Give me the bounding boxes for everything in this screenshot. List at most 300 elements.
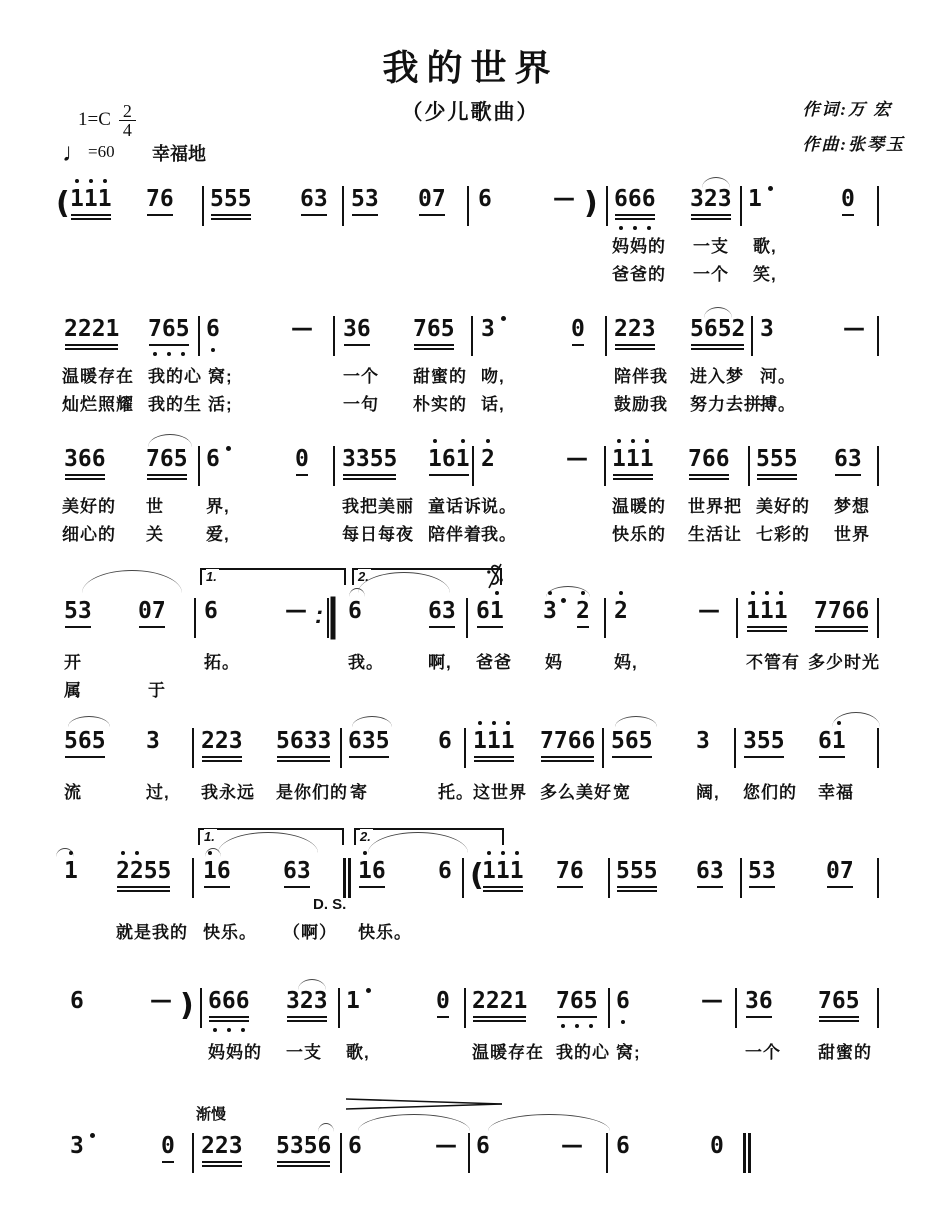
note-token: 111 (746, 598, 788, 624)
lyric-text: 灿烂照耀 (62, 395, 134, 414)
high-octave-dot (121, 851, 125, 855)
high-octave-dot (433, 439, 437, 443)
note-token: 765 (818, 988, 860, 1014)
note-token: 76 (146, 186, 174, 212)
high-octave-dot (751, 591, 755, 595)
barline (462, 858, 464, 898)
lyric-text: 不管有 (746, 653, 800, 672)
note-token: 53 (351, 186, 379, 212)
note-token: 6 (478, 186, 492, 212)
parenthesis: ( (56, 186, 70, 221)
lyric-text: 河。 (760, 367, 796, 386)
note-token: 61 (818, 728, 846, 754)
note-token: 565 (611, 728, 653, 754)
note-token: 1 (64, 858, 78, 884)
song-subtitle: （少儿歌曲） (401, 101, 540, 124)
barline (192, 728, 194, 768)
high-octave-dot (765, 591, 769, 595)
barline (751, 316, 753, 356)
lyricist-credit: 作词:万 宏 (802, 100, 893, 119)
lyric-text: 这世界 (473, 783, 527, 802)
dash-note: — (435, 1133, 457, 1158)
lyric-text: 世 (146, 497, 164, 516)
barline (467, 186, 469, 226)
barline (342, 186, 344, 226)
slur-arc (358, 1114, 470, 1131)
low-octave-dot (575, 1024, 579, 1028)
lyric-text: 童话诉 (428, 497, 482, 516)
note-token: 223 (201, 1133, 243, 1159)
lyric-text: 我的生 (148, 395, 202, 414)
note-token: 666 (208, 988, 250, 1014)
barline (606, 186, 608, 226)
meter-numerator: 2 (119, 102, 136, 121)
slur-arc (702, 177, 730, 188)
lyric-text: 生活让 (688, 525, 742, 544)
lyric-text: 美好的 (62, 497, 116, 516)
dash-note: — (285, 598, 307, 623)
barline (606, 1133, 608, 1173)
high-octave-dot (478, 721, 482, 725)
barline (602, 728, 604, 768)
dash-note: — (291, 316, 313, 341)
barline (340, 1133, 342, 1173)
barline (333, 446, 335, 486)
segno-icon (486, 562, 504, 590)
note-token: 565 (64, 728, 106, 754)
note-token: 3 (760, 316, 774, 342)
lyric-text: 是你们的 (276, 783, 348, 802)
high-octave-dot (75, 179, 79, 183)
augmentation-dot (226, 446, 231, 451)
lyric-text: 我把美丽 (342, 497, 414, 516)
high-octave-dot (619, 591, 623, 595)
meter-denominator: 4 (122, 120, 132, 140)
lyric-text: 爱, (206, 525, 230, 544)
augmentation-dot (90, 1133, 95, 1138)
low-octave-dot (647, 226, 651, 230)
high-octave-dot (645, 439, 649, 443)
note-token: 07 (138, 598, 166, 624)
note-token: 6 (206, 446, 220, 472)
low-octave-dot (241, 1028, 245, 1032)
lyric-text: 爸爸 (476, 653, 512, 672)
lyric-text: 一个 (745, 1043, 781, 1062)
rit-mark: 渐慢 (196, 1106, 227, 1123)
quarter-note-icon: ♩ (62, 138, 88, 167)
lyric-text: 一个 (343, 367, 379, 386)
note-token: 63 (834, 446, 862, 472)
note-token: 6 (70, 988, 84, 1014)
note-token: 223 (201, 728, 243, 754)
barline (464, 728, 466, 768)
lyric-text: 一支 (693, 237, 729, 256)
high-octave-dot (487, 851, 491, 855)
lyric-text: 我。 (348, 653, 384, 672)
barline (877, 858, 879, 898)
note-token: 161 (428, 446, 470, 472)
note-token: 111 (70, 186, 112, 212)
barline (608, 858, 610, 898)
note-token: 36 (343, 316, 371, 342)
barline (202, 186, 204, 226)
parenthesis: ) (584, 186, 598, 221)
high-octave-dot (492, 721, 496, 725)
barline (472, 446, 474, 486)
double-barline (343, 858, 346, 898)
lyric-text: 甜蜜的 (413, 367, 467, 386)
note-token: 366 (64, 446, 106, 472)
tempo-value: =60 (88, 142, 115, 161)
note-token: 53 (64, 598, 92, 624)
high-octave-dot (103, 179, 107, 183)
barline (192, 1133, 194, 1173)
lyric-text: 快乐。 (203, 923, 257, 942)
lyric-text: 世界把 (688, 497, 742, 516)
repeat-sign (327, 598, 329, 638)
ds-mark: D. S. (313, 896, 347, 913)
note-token: 0 (295, 446, 309, 472)
volta-bracket (200, 568, 346, 585)
note-token: 36 (745, 988, 773, 1014)
barline (338, 988, 340, 1028)
lyric-text: 陪伴我 (614, 367, 668, 386)
dash-note: — (566, 446, 588, 471)
lyric-text: 一句 (343, 395, 379, 414)
low-octave-dot (619, 226, 623, 230)
barline (466, 598, 468, 638)
lyric-text: 鼓励我 (614, 395, 668, 414)
low-octave-dot (227, 1028, 231, 1032)
lyric-text: 陪伴着 (428, 525, 482, 544)
barline (736, 598, 738, 638)
high-octave-dot (486, 439, 490, 443)
barline (333, 316, 335, 356)
parenthesis: ) (180, 988, 194, 1023)
note-token: 3355 (342, 446, 398, 472)
dash-note: — (701, 988, 723, 1013)
high-octave-dot (89, 179, 93, 183)
dash-note: — (150, 988, 172, 1013)
note-token: 6 (616, 988, 630, 1014)
slur-arc (148, 434, 192, 447)
note-token: 63 (283, 858, 311, 884)
lyric-text: 妈妈的 (208, 1043, 262, 1062)
high-octave-dot (69, 851, 73, 855)
note-token: 3 (543, 598, 557, 624)
lyric-text: 幸福 (818, 783, 854, 802)
barline (734, 728, 736, 768)
barline (877, 186, 879, 226)
tempo-marking (62, 138, 115, 168)
barline (604, 446, 606, 486)
lyric-text: 快乐。 (358, 923, 412, 942)
barline (198, 316, 200, 356)
note-token: 1 (346, 988, 360, 1014)
lyric-text: 寄 (350, 783, 368, 802)
lyric-text: 流 (64, 783, 82, 802)
note-token: 1 (748, 186, 762, 212)
barline (604, 598, 606, 638)
note-token: 61 (476, 598, 504, 624)
note-token: 63 (300, 186, 328, 212)
note-token: 5652 (690, 316, 746, 342)
barline (877, 598, 879, 638)
lyric-text: 就是我的 (116, 923, 188, 942)
low-octave-dot (589, 1024, 593, 1028)
barline (194, 598, 196, 638)
note-token: 3 (70, 1133, 84, 1159)
note-token: 2 (481, 446, 495, 472)
dash-note: — (553, 186, 575, 211)
slur-arc (615, 716, 657, 727)
high-octave-dot (363, 851, 367, 855)
composer-credit: 作曲:张琴玉 (802, 135, 905, 154)
volta-label: 2. (358, 569, 369, 584)
augmentation-dot (768, 186, 773, 191)
note-token: 765 (413, 316, 455, 342)
barline (605, 316, 607, 356)
barline (192, 858, 194, 898)
note-token: 0 (436, 988, 450, 1014)
note-token: 6 (616, 1133, 630, 1159)
lyric-text: 一个 (693, 265, 729, 284)
slur-arc (704, 307, 732, 318)
lyric-text: 关 (146, 525, 164, 544)
note-token: 63 (428, 598, 456, 624)
barline (877, 316, 879, 356)
lyric-text: 七彩的 (756, 525, 810, 544)
barline (340, 728, 342, 768)
note-token: 6 (476, 1133, 490, 1159)
lyric-text: 搏。 (760, 395, 796, 414)
lyric-text: 努力去拼 (690, 395, 762, 414)
slur-arc (68, 716, 110, 727)
low-octave-dot (181, 352, 185, 356)
note-token: 5356 (276, 1133, 332, 1159)
note-token: 0 (710, 1133, 724, 1159)
note-token: 76 (556, 858, 584, 884)
lyric-text: 美好的 (756, 497, 810, 516)
barline (877, 988, 879, 1028)
double-barline (743, 1133, 746, 1173)
key-label: 1=C (78, 108, 111, 130)
note-token: 111 (473, 728, 515, 754)
note-token: 53 (748, 858, 776, 884)
barline (735, 988, 737, 1028)
barline (740, 186, 742, 226)
note-token: 6 (348, 598, 362, 624)
note-token: 3 (146, 728, 160, 754)
lyric-text: 界, (206, 497, 230, 516)
low-octave-dot (167, 352, 171, 356)
note-token: 355 (743, 728, 785, 754)
barline (877, 446, 879, 486)
barline (198, 446, 200, 486)
lyric-text: 温暖存在 (62, 367, 134, 386)
note-token: 07 (418, 186, 446, 212)
slur-arc (832, 712, 880, 727)
note-token: 555 (616, 858, 658, 884)
note-token: 16 (358, 858, 386, 884)
note-token: 6 (204, 598, 218, 624)
barline (608, 988, 610, 1028)
high-octave-dot (501, 851, 505, 855)
lyric-text: 温暖的 (612, 497, 666, 516)
high-octave-dot (631, 439, 635, 443)
lyric-text: （啊） (283, 923, 337, 942)
low-octave-dot (211, 348, 215, 352)
lyric-text: 世界 (834, 525, 870, 544)
barline (748, 446, 750, 486)
parenthesis: ( (470, 858, 484, 893)
lyric-text: 于 (148, 681, 166, 700)
dash-note: — (698, 598, 720, 623)
note-token: 3 (696, 728, 710, 754)
note-token: 6 (206, 316, 220, 342)
high-octave-dot (461, 439, 465, 443)
volta-label: 2. (360, 829, 371, 844)
note-token: 0 (161, 1133, 175, 1159)
note-token: 2 (614, 598, 628, 624)
barline (877, 728, 879, 768)
lyric-text: 爸爸的 (612, 265, 666, 284)
note-token: 555 (756, 446, 798, 472)
note-token: 6 (348, 1133, 362, 1159)
lyric-text: 细心的 (62, 525, 116, 544)
note-token: 7766 (540, 728, 596, 754)
note-token: 2221 (472, 988, 528, 1014)
lyric-text: 您们的 (743, 783, 797, 802)
lyric-text: 温暖存在 (472, 1043, 544, 1062)
note-token: 16 (203, 858, 231, 884)
key-signature (78, 102, 136, 139)
note-token: 666 (614, 186, 656, 212)
slur-arc (82, 570, 182, 593)
lyric-text: 吻, (481, 367, 505, 386)
note-token: 555 (210, 186, 252, 212)
volta-label: 1. (204, 829, 215, 844)
lyric-text: 歌, (753, 237, 777, 256)
lyric-text: 多少时光 (808, 653, 880, 672)
note-token: 6 (438, 858, 452, 884)
barline (740, 858, 742, 898)
low-octave-dot (633, 226, 637, 230)
song-title: 我的世界 (382, 47, 559, 88)
lyric-text: 多么美好 (540, 783, 612, 802)
lyric-text: 妈, (614, 653, 638, 672)
note-token: 111 (482, 858, 524, 884)
augmentation-dot (561, 598, 566, 603)
lyric-text: 妈妈的 (612, 237, 666, 256)
dash-note: — (843, 316, 865, 341)
low-octave-dot (561, 1024, 565, 1028)
lyric-text: 快乐的 (612, 525, 666, 544)
lyric-text: 宽 (613, 783, 631, 802)
lyric-text: 歌, (346, 1043, 370, 1062)
lyric-text: 每日每夜 (342, 525, 414, 544)
time-signature (119, 102, 136, 139)
lyric-text: 我的心 (148, 367, 202, 386)
high-octave-dot (779, 591, 783, 595)
lyric-text: 我。 (481, 525, 517, 544)
barline (471, 316, 473, 356)
slur-arc (318, 1123, 334, 1132)
lyric-text: 笑, (753, 265, 777, 284)
lyric-text: 窝; (616, 1043, 641, 1062)
barline (464, 988, 466, 1028)
note-token: 0 (841, 186, 855, 212)
note-token: 323 (690, 186, 732, 212)
volta-label: 1. (206, 569, 217, 584)
low-octave-dot (213, 1028, 217, 1032)
lyric-text: 我永远 (201, 783, 255, 802)
slur-arc (298, 979, 326, 990)
high-octave-dot (515, 851, 519, 855)
slur-arc (488, 1114, 610, 1131)
dash-note: — (561, 1133, 583, 1158)
note-token: 2 (576, 598, 590, 624)
lyric-text: 说。 (481, 497, 517, 516)
lyric-text: 甜蜜的 (818, 1043, 872, 1062)
lyric-text: 啊, (428, 653, 452, 672)
slur-arc (352, 716, 392, 727)
low-octave-dot (153, 352, 157, 356)
credits (802, 92, 905, 162)
barline (200, 988, 202, 1028)
lyric-text: 阔, (696, 783, 720, 802)
augmentation-dot (366, 988, 371, 993)
lyric-text: 朴实的 (413, 395, 467, 414)
note-token: 223 (614, 316, 656, 342)
high-octave-dot (495, 591, 499, 595)
diminuendo-hairpin (346, 1097, 502, 1111)
note-token: 111 (612, 446, 654, 472)
note-token: 07 (826, 858, 854, 884)
note-token: 765 (556, 988, 598, 1014)
note-token: 6 (438, 728, 452, 754)
low-octave-dot (621, 1020, 625, 1024)
lyric-text: 我的心 (556, 1043, 610, 1062)
note-token: 765 (148, 316, 190, 342)
note-token: 2255 (116, 858, 171, 884)
note-token: 766 (688, 446, 730, 472)
note-token: 3 (481, 316, 495, 342)
note-token: 7766 (814, 598, 870, 624)
lyric-text: 一支 (286, 1043, 322, 1062)
barline (468, 1133, 470, 1173)
lyric-text: 梦想 (834, 497, 870, 516)
lyric-text: 托。 (438, 783, 474, 802)
slur-arc (546, 586, 590, 597)
mood-marking: 幸福地 (152, 144, 206, 164)
lyric-text: 窝; (208, 367, 233, 386)
high-octave-dot (135, 851, 139, 855)
note-token: 63 (696, 858, 724, 884)
lyric-text: 话, (481, 395, 505, 414)
note-token: 5633 (276, 728, 332, 754)
note-token: 323 (286, 988, 328, 1014)
augmentation-dot (501, 316, 506, 321)
note-token: 635 (348, 728, 390, 754)
lyric-text: 属 (64, 681, 82, 700)
lyric-text: 开 (64, 653, 82, 672)
lyric-text: 拓。 (204, 653, 240, 672)
note-token: 2221 (64, 316, 120, 342)
lyric-text: 活; (208, 395, 233, 414)
lyric-text: 进入梦 (690, 367, 744, 386)
note-token: 0 (571, 316, 585, 342)
